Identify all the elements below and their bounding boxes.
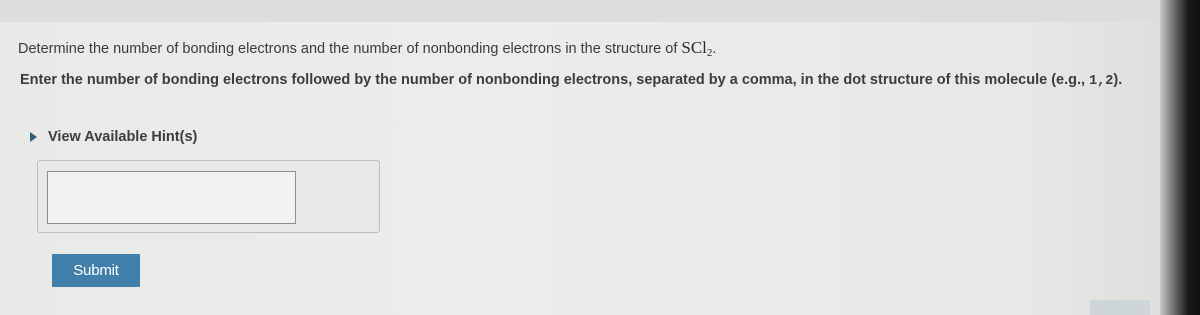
instruction-text	[20, 71, 1150, 91]
caret-right-icon	[30, 132, 37, 142]
top-strip	[0, 0, 1160, 22]
formula-main: SCl	[681, 38, 707, 57]
instruction-after: ).	[1113, 72, 1123, 88]
instruction-main: Enter the number of bonding electrons followed by the number of nonbonding electrons, separated by a comma, in the dot structure of this molecule (e.g.,	[20, 72, 1090, 88]
corner-mark	[1090, 300, 1150, 315]
question-text-after: .	[712, 41, 717, 57]
instruction-example: 1,2	[1089, 74, 1114, 89]
window-edge	[1160, 0, 1200, 315]
view-hints-toggle[interactable]	[30, 129, 197, 145]
question-text	[18, 38, 716, 59]
formula-subscript: 2	[706, 47, 713, 59]
answer-panel	[37, 160, 380, 233]
chemical-formula	[681, 38, 712, 57]
question-text-before: Determine the number of bonding electrons and the number of nonbonding electrons in the structure of	[18, 41, 682, 57]
submit-button[interactable]: Submit	[52, 254, 140, 287]
answer-input[interactable]	[47, 171, 296, 224]
view-hints-label: View Available Hint(s)	[48, 129, 198, 145]
